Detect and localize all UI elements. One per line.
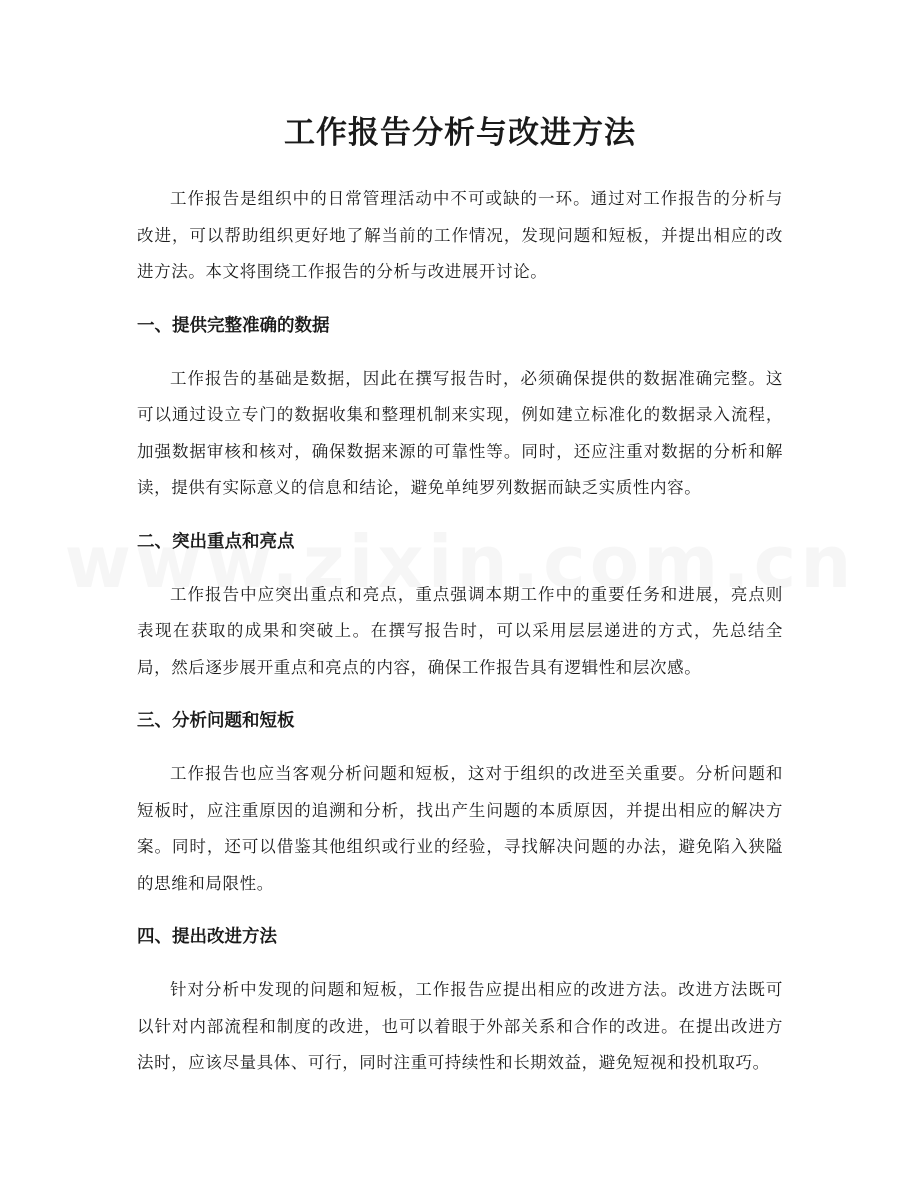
- document-body: [137, 181, 783, 1082]
- section-heading-1: 一、提供完整准确的数据: [137, 315, 330, 336]
- section-body-1: 工作报告的基础是数据，因此在撰写报告时，必须确保提供的数据准确完整。这可以通过设立专门的数据收集和整理机制来实现，例如建立标准化的数据录入流程，加强数据审核和核对，确保数据来源的可靠性等。同时，还应注重对数据的分析和解读，提供有实际意义的信息和结论，避免单纯罗列数据而缺乏实质性内容。: [137, 368, 783, 497]
- section-heading-2: 二、突出重点和亮点: [137, 531, 295, 552]
- section-heading-3: 三、分析问题和短板: [137, 711, 295, 731]
- section-body-4: 针对分析中发现的问题和短板，工作报告应提出相应的改进方法。改进方法既可以针对内部流程和制度的改进，也可以着眼于外部关系和合作的改进。在提出改进方法时，应该尽量具体、可行，同时注重可持续性和长期效益，避免短视和投机取巧。: [137, 980, 783, 1072]
- document-title: 工作报告分析与改进方法: [284, 115, 636, 151]
- intro-paragraph: 工作报告是组织中的日常管理活动中不可或缺的一环。通过对工作报告的分析与改进，可以帮助组织更好地了解当前的工作情况，发现问题和短板，并提出相应的改进方法。本文将围绕工作报告的分析与改进展开讨论。: [137, 189, 783, 281]
- section-body-3: 工作报告也应当客观分析问题和短板，这对于组织的改进至关重要。分析问题和短板时，应注重原因的追溯和分析，找出产生问题的本质原因，并提出相应的解决方案。同时，还可以借鉴其他组织或行业的经验，寻找解决问题的办法，避免陷入狭隘的思维和局限性。: [137, 764, 783, 893]
- section-heading-4: 四、提出改进方法: [137, 927, 277, 947]
- section-body-2: 工作报告中应突出重点和亮点，重点强调本期工作中的重要任务和进展，亮点则表现在获取的成果和突破上。在撰写报告时，可以采用层层递进的方式，先总结全局，然后逐步展开重点和亮点的内容，确保工作报告具有逻辑性和层次感。: [137, 584, 783, 677]
